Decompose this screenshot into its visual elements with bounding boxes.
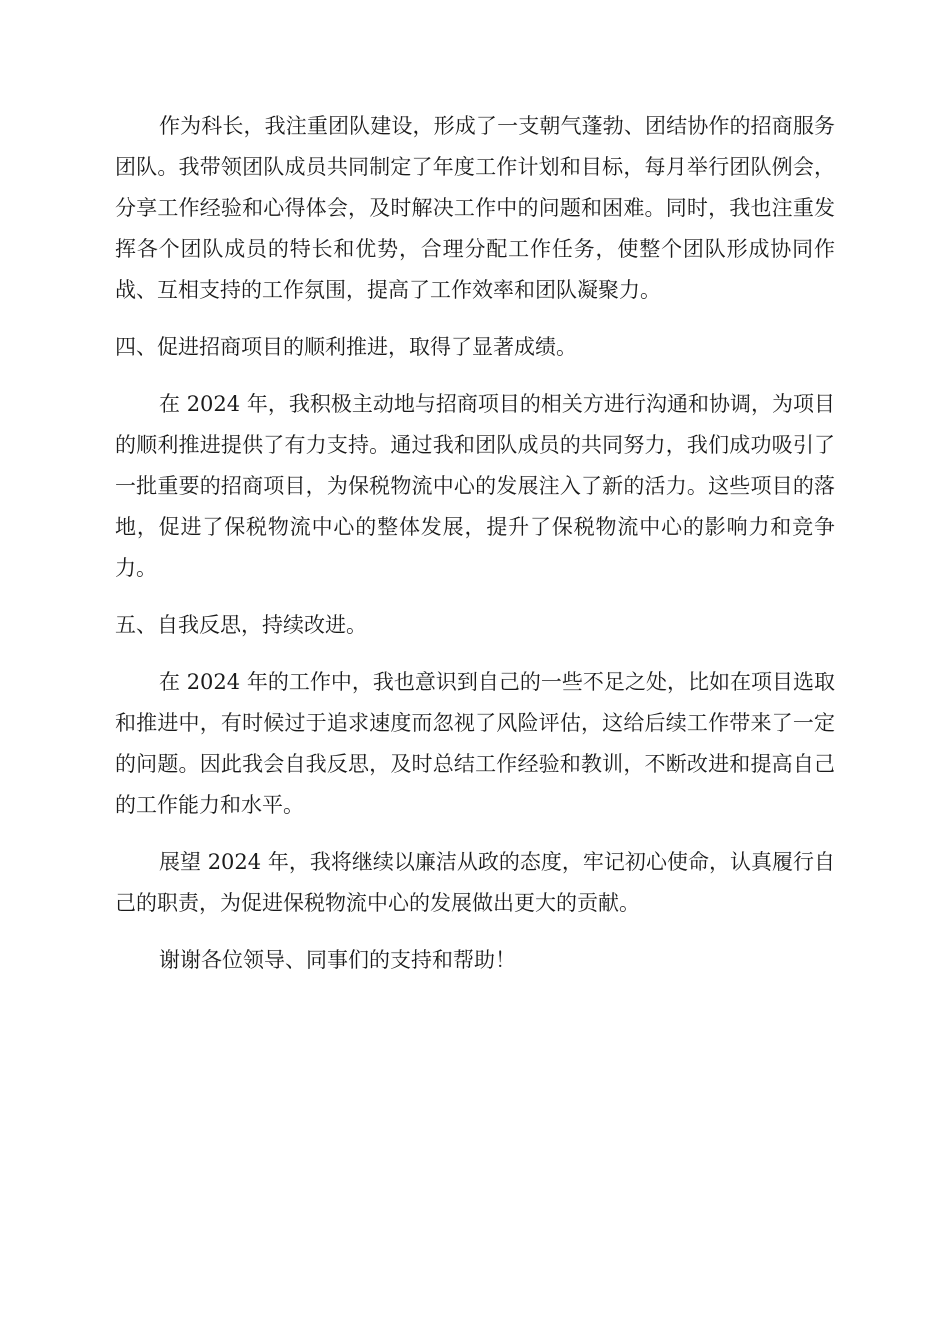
- paragraph-project-progress: 在 2024 年，我积极主动地与招商项目的相关方进行沟通和协调，为项目的顺利推进提供了有力支持。通过我和团队成员的共同努力，我们成功吸引了一批重要的招商项目，为保税物流中心的发展注入了新的活力。这些项目的落地，促进了保税物流中心的整体发展，提升了保税物流中心的影响力和竞争力。: [115, 392, 835, 580]
- section-heading-five: 五、自我反思，持续改进。: [115, 613, 367, 637]
- paragraph-team-building: 作为科长，我注重团队建设，形成了一支朝气蓬勃、团结协作的招商服务团队。我带领团队成员共同制定了年度工作计划和目标，每月举行团队例会，分享工作经验和心得体会，及时解决工作中的问题和困难。同时，我也注重发挥各个团队成员的特长和优势，合理分配工作任务，使整个团队形成协同作战、互相支持的工作氛围，提高了工作效率和团队凝聚力。: [115, 114, 835, 302]
- paragraph-outlook: 展望 2024 年，我将继续以廉洁从政的态度，牢记初心使命，认真履行自己的职责，为促进保税物流中心的发展做出更大的贡献。: [115, 850, 835, 915]
- document-body: [115, 106, 835, 981]
- paragraph-self-reflection: 在 2024 年的工作中，我也意识到自己的一些不足之处，比如在项目选取和推进中，有时候过于追求速度而忽视了风险评估，这给后续工作带来了一定的问题。因此我会自我反思，及时总结工作经验和教训，不断改进和提高自己的工作能力和水平。: [115, 670, 835, 817]
- section-heading-four: 四、促进招商项目的顺利推进，取得了显著成绩。: [115, 335, 577, 359]
- paragraph-thanks: 谢谢各位领导、同事们的支持和帮助！: [159, 948, 516, 972]
